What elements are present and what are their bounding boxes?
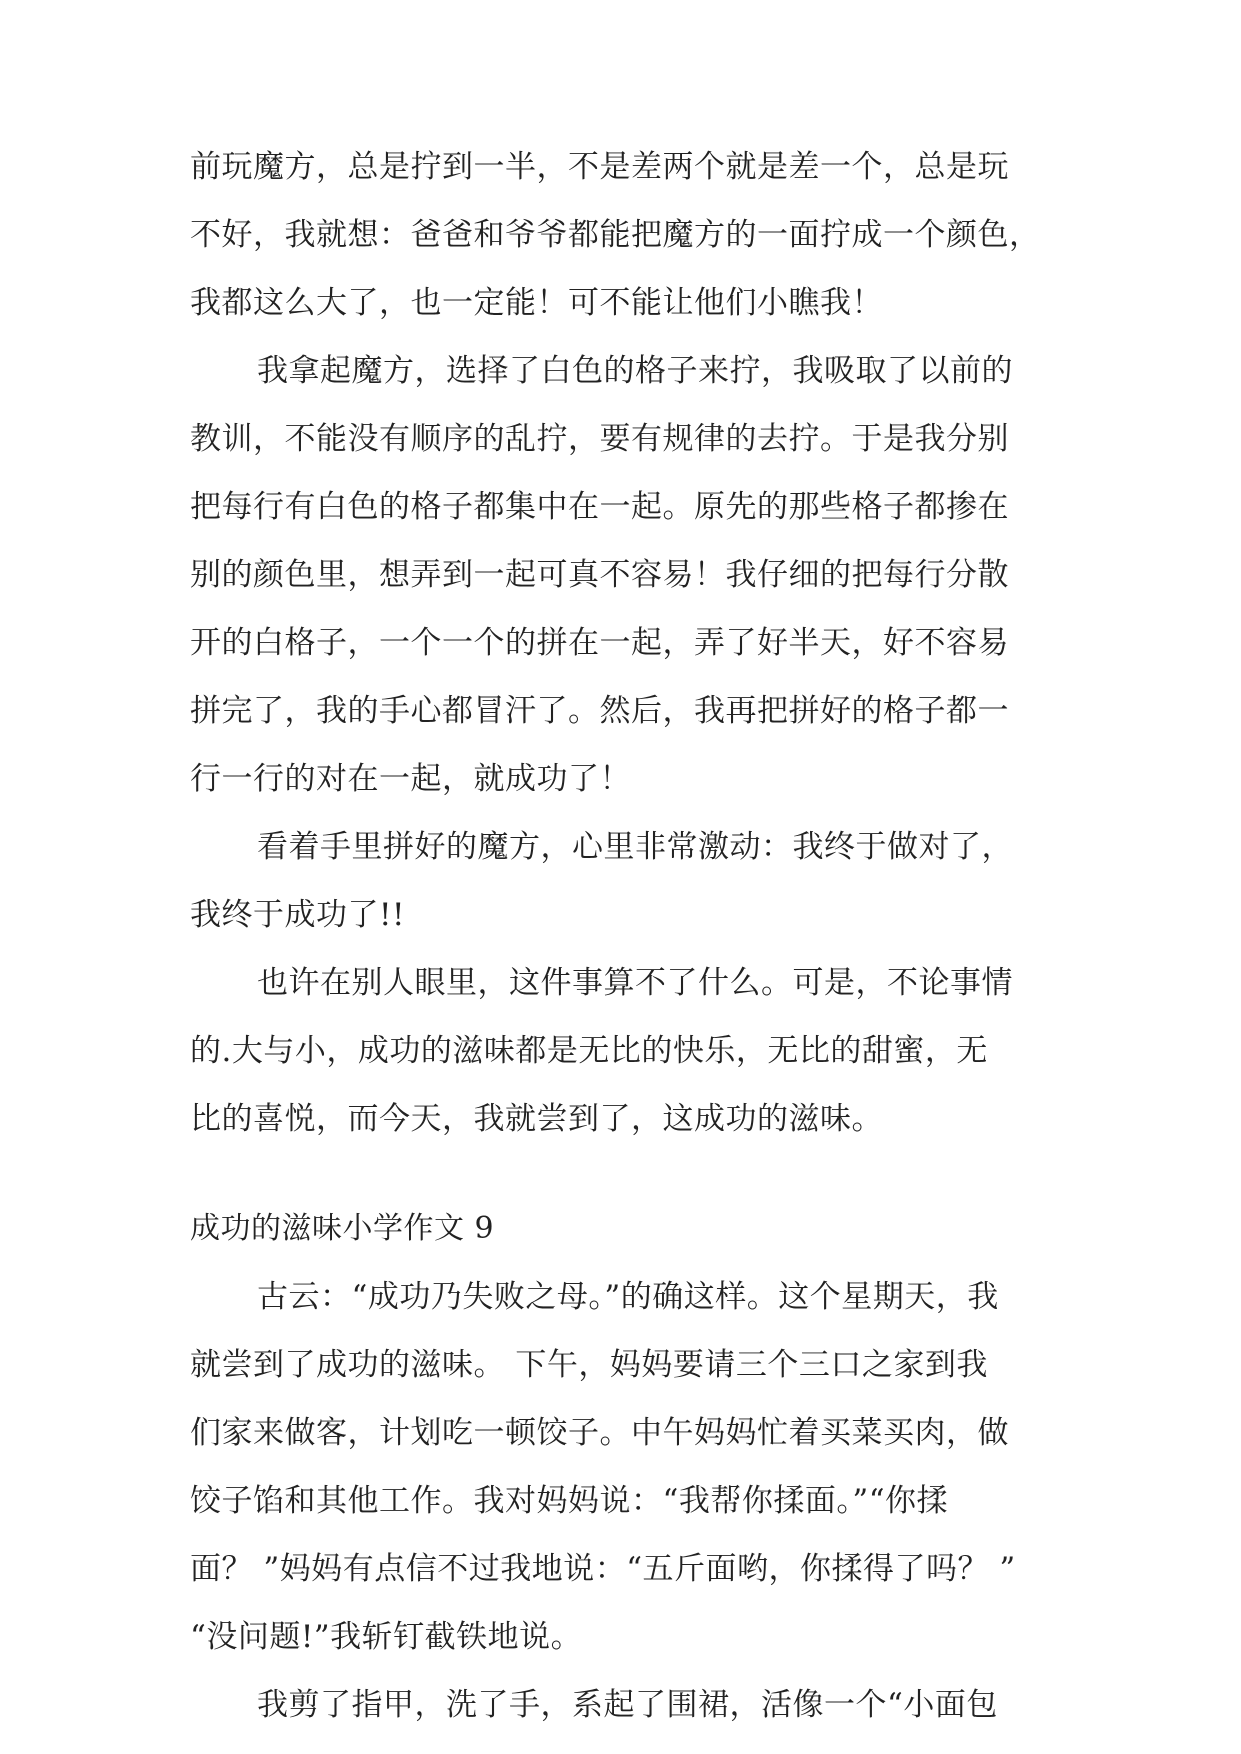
paragraph-start-line: 我拿起魔方，选择了白色的格子来拧，我吸取了以前的 [257,353,1013,389]
paragraph-start-line: 我剪了指甲，洗了手，系起了围裙，活像一个“小面包 [257,1687,998,1723]
text-line: 饺子馅和其他工作。我对妈妈说：“我帮你揉面。”“你揉 [190,1483,949,1519]
text-line: 比的喜悦，而今天，我就尝到了，这成功的滋味。 [190,1101,883,1137]
text-line: 别的颜色里，想弄到一起可真不容易！我仔细的把每行分散 [190,557,1009,593]
text-line: 们家来做客，计划吃一顿饺子。中午妈妈忙着买菜买肉，做 [190,1415,1009,1451]
text-line: 前玩魔方，总是拧到一半，不是差两个就是差一个，总是玩 [190,149,1009,185]
paragraph-start-line: 看着手里拼好的魔方，心里非常激动：我终于做对了， [257,829,1013,865]
text-line: 行一行的对在一起，就成功了！ [190,761,631,797]
text-line: 教训，不能没有顺序的乱拧，要有规律的去拧。于是我分别 [190,421,1009,457]
text-line: 我终于成功了!! [190,897,405,933]
text-line: 开的白格子，一个一个的拼在一起，弄了好半天，好不容易 [190,625,1009,661]
text-line: 拼完了，我的手心都冒汗了。然后，我再把拼好的格子都一 [190,693,1009,729]
text-line: “没问题!”我斩钉截铁地说。 [190,1619,583,1655]
text-line: 的.大与小，成功的滋味都是无比的快乐，无比的甜蜜，无 [190,1033,988,1069]
section-heading: 成功的滋味小学作文 9 [190,1211,495,1246]
text-line: 我都这么大了，也一定能！可不能让他们小瞧我！ [190,285,883,321]
text-line: 不好，我就想：爸爸和爷爷都能把魔方的一面拧成一个颜色， [190,217,1041,253]
text-line: 把每行有白色的格子都集中在一起。原先的那些格子都掺在 [190,489,1009,525]
paragraph-start-line: 也许在别人眼里，这件事算不了什么。可是，不论事情 [257,965,1013,1001]
text-line: 就尝到了成功的滋味。 下午，妈妈要请三个三口之家到我 [190,1347,988,1383]
paragraph-start-line: 古云：“成功乃失败之母。”的确这样。这个星期天，我 [257,1279,999,1315]
text-line: 面？ ”妈妈有点信不过我地说：“五斤面哟，你揉得了吗？ ” [190,1551,1016,1587]
